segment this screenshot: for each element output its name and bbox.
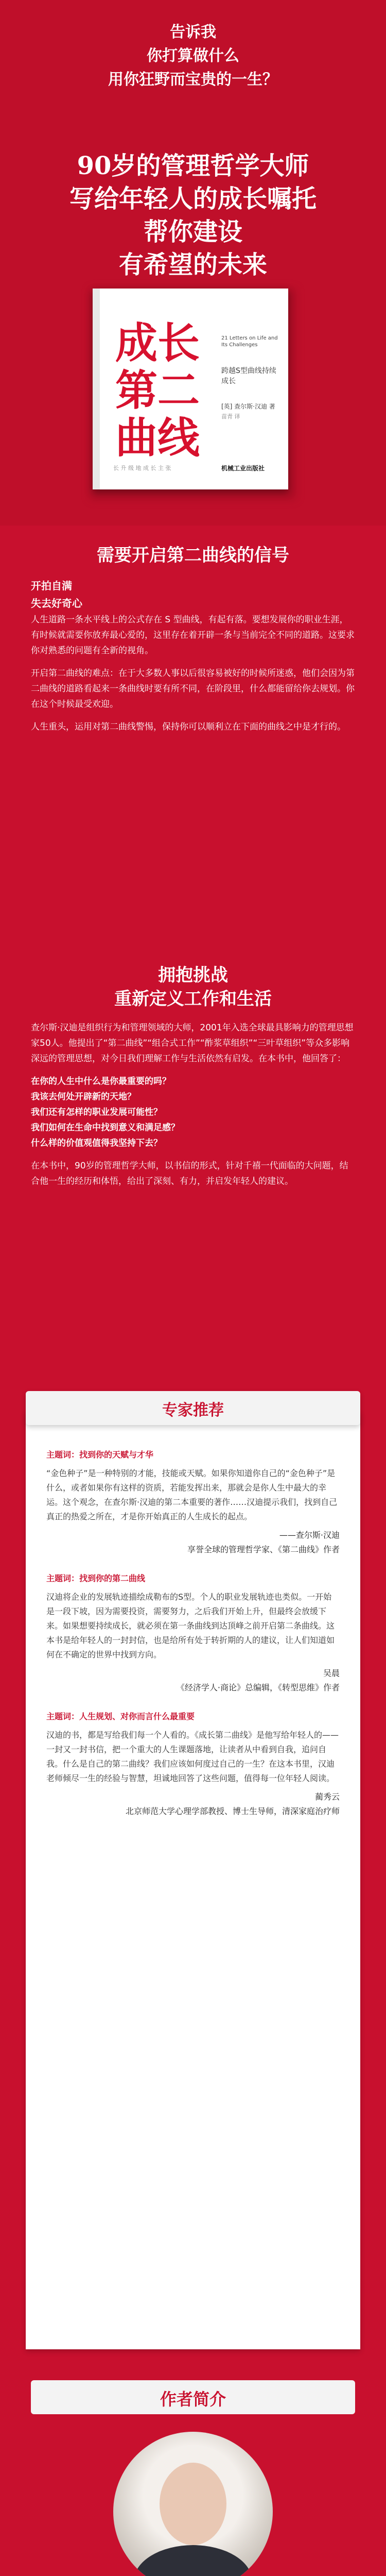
book-cover-subtitle: 跨越S型曲线持续成长 (221, 367, 276, 385)
book-cover-tagline: 长 升 级 地 成 长 主 张 (113, 465, 171, 471)
book-cover-english: 21 Letters on Life and Its Challenges (221, 335, 278, 348)
expert-signature: 蔺秀云 北京师范大学心理学部教授、博士生导师，清深家庭治疗师 (125, 1792, 340, 1816)
author-label: 作者简介 (160, 2389, 226, 2409)
experts-content (46, 1448, 340, 1819)
challenge-question: 我们还有怎样的职业发展可能性？ (31, 1107, 162, 1117)
book-cover-title-line: 第二 (115, 366, 200, 415)
hero-headline-line: 有希望的未来 (118, 250, 267, 279)
book-cover-title (115, 319, 200, 462)
expert-signature: 吴晨 《经济学人·商论》总编辑，《转型思维》作者 (176, 1668, 340, 1692)
spacer (46, 1557, 340, 1571)
author-portrait (113, 2432, 273, 2576)
author-header (31, 2380, 355, 2414)
hero-question (0, 21, 386, 92)
book-cover (93, 289, 288, 489)
section-challenge-body (31, 1020, 355, 1196)
book-cover-translator: 苗青 译 (221, 413, 240, 420)
hero-headline-line: 帮你建设 (143, 217, 242, 246)
expert-text: 汉迪将企业的发展轨迹描绘成勒布的S型。个人的职业发展轨迹也类似。一开始是一段下坡，因为需要投资，需要努力，之后我们开始上升，但最终会放缓下来。如果想要持续成长，就必须在第一条曲线到达顶峰之前开启第二条曲线。这本书是给年轻人的一封封信，也是给所有处于转折期的人的建议，让人们知道如何在不确定的世界中找到方向。 (46, 1592, 335, 1659)
challenge-question: 什么样的价值观值得我坚持下去？ (31, 1138, 162, 1148)
section-title-line: 重新定义工作和生活 (114, 989, 272, 1009)
challenge-question: 在你的人生中什么是你最重要的吗？ (31, 1076, 171, 1087)
book-spine (93, 289, 100, 489)
section-title-signals: 需要开启第二曲线的信号 (97, 545, 289, 566)
challenge-question: 我该去何处开辟新的天地？ (31, 1092, 136, 1102)
experts-header (26, 1391, 360, 1425)
experts-label: 专家推荐 (162, 1401, 224, 1419)
signals-paragraph: 开启第二曲线的难点：在于大多数人事以后很容易被好的时候所迷惑，他们会因为第二曲线的道路看起来一条曲线时要有所不同，在阶段里，什么都能留给你去规划。你在这个时候最受欢迎。 (31, 668, 355, 709)
challenge-paragraph: 查尔斯·汉迪是组织行为和管理领域的大师，2001年入选全球最具影响力的管理思想家50人。他提出了“第二曲线”“组合式工作”“酢浆草组织”“三叶草组织”等众多影响深远的管理思想，对今日我们理解工作与生活依然有启发。在本书中，他回答了： (31, 1023, 354, 1064)
expert-text: “金色种子”是一种特别的才能，技能或天赋。如果你知道你自己的“金色种子”是什么，或者如果你有这样的资质，若能发挥出来，那就会是你人生中最大的幸运。这个观念，在查尔斯·汉迪的第二本重要的著作……汉迪提示我们，找到自己真正的热爱之所在，才是你开始真正的人生成长的起点。 (46, 1468, 338, 1521)
hero-question-line: 你打算做什么 (147, 47, 239, 65)
expert-topic: 主题词：人生规划、对你而言什么最重要 (46, 1711, 195, 1721)
section-title-challenge (0, 963, 386, 1011)
hero-question-line: 告诉我 (170, 23, 216, 41)
expert-topic: 主题词：找到你的第二曲线 (46, 1573, 146, 1583)
hero-headline-line: 写给年轻人的成长嘱托 (69, 184, 317, 213)
spacer (46, 1695, 340, 1709)
expert-text: 汉迪的书，都是写给我们每一个人看的。《成长第二曲线》是他写给年轻人的——一封又一封书信，把一个重大的人生课题落地，让读者从中看到自我，追问自我。什么是自己的第二曲线？我们应该如何度过自己的一生？在这本书里，汉迪老师倾尽一生的经验与智慧，坦诚地回答了这些问题，值得每一位年轻人阅读。 (46, 1730, 339, 1783)
portrait-suit (134, 2545, 252, 2576)
portrait-face (160, 2463, 226, 2545)
expert-topic: 主题词：找到你的天赋与才华 (46, 1450, 154, 1460)
signals-paragraph: 人生道路一条水平线上的公式存在 S 型曲线，有起有落。要想发展你的职业生涯，有时候就需要你放弃最心爱的，这里存在着开辟一条与当前完全不同的道路。这要求你对熟悉的问题有全新的视角。 (31, 615, 355, 656)
hero-headline-line: 90岁的管理哲学大师 (77, 151, 309, 180)
experts-panel (26, 1412, 360, 2349)
challenge-question: 我们如何在生命中找到意义和满足感？ (31, 1123, 180, 1133)
hero-question-line: 用你狂野而宝贵的一生？ (108, 71, 278, 89)
signals-paragraph: 人生重头，运用对第二曲线警惕，保持你可以顺利立在下面的曲线之中是才行的。 (31, 722, 346, 732)
section-signals-body (31, 577, 355, 742)
book-cover-title-line: 曲线 (115, 413, 200, 463)
section-title-line: 拥抱挑战 (158, 965, 228, 986)
signals-heading: 开拍自满 (31, 580, 72, 592)
book-cover-title-line: 成长 (115, 318, 200, 368)
hero-banner (0, 0, 386, 526)
book-cover-author: [英] 查尔斯·汉迪 著 (221, 403, 275, 410)
signals-heading: 失去好奇心 (31, 597, 82, 609)
hero-headline (0, 149, 386, 281)
challenge-paragraph: 在本书中，90岁的管理哲学大师，以书信的形式，针对千禧一代面临的大问题，结合他一生的经历和体悟，给出了深刻、有力，并启发年轻人的建议。 (31, 1161, 348, 1187)
book-cover-publisher: 机械工业出版社 (221, 465, 265, 472)
expert-signature: ——查尔斯·汉迪 享誉全球的管理哲学家、《第二曲线》作者 (187, 1530, 340, 1554)
